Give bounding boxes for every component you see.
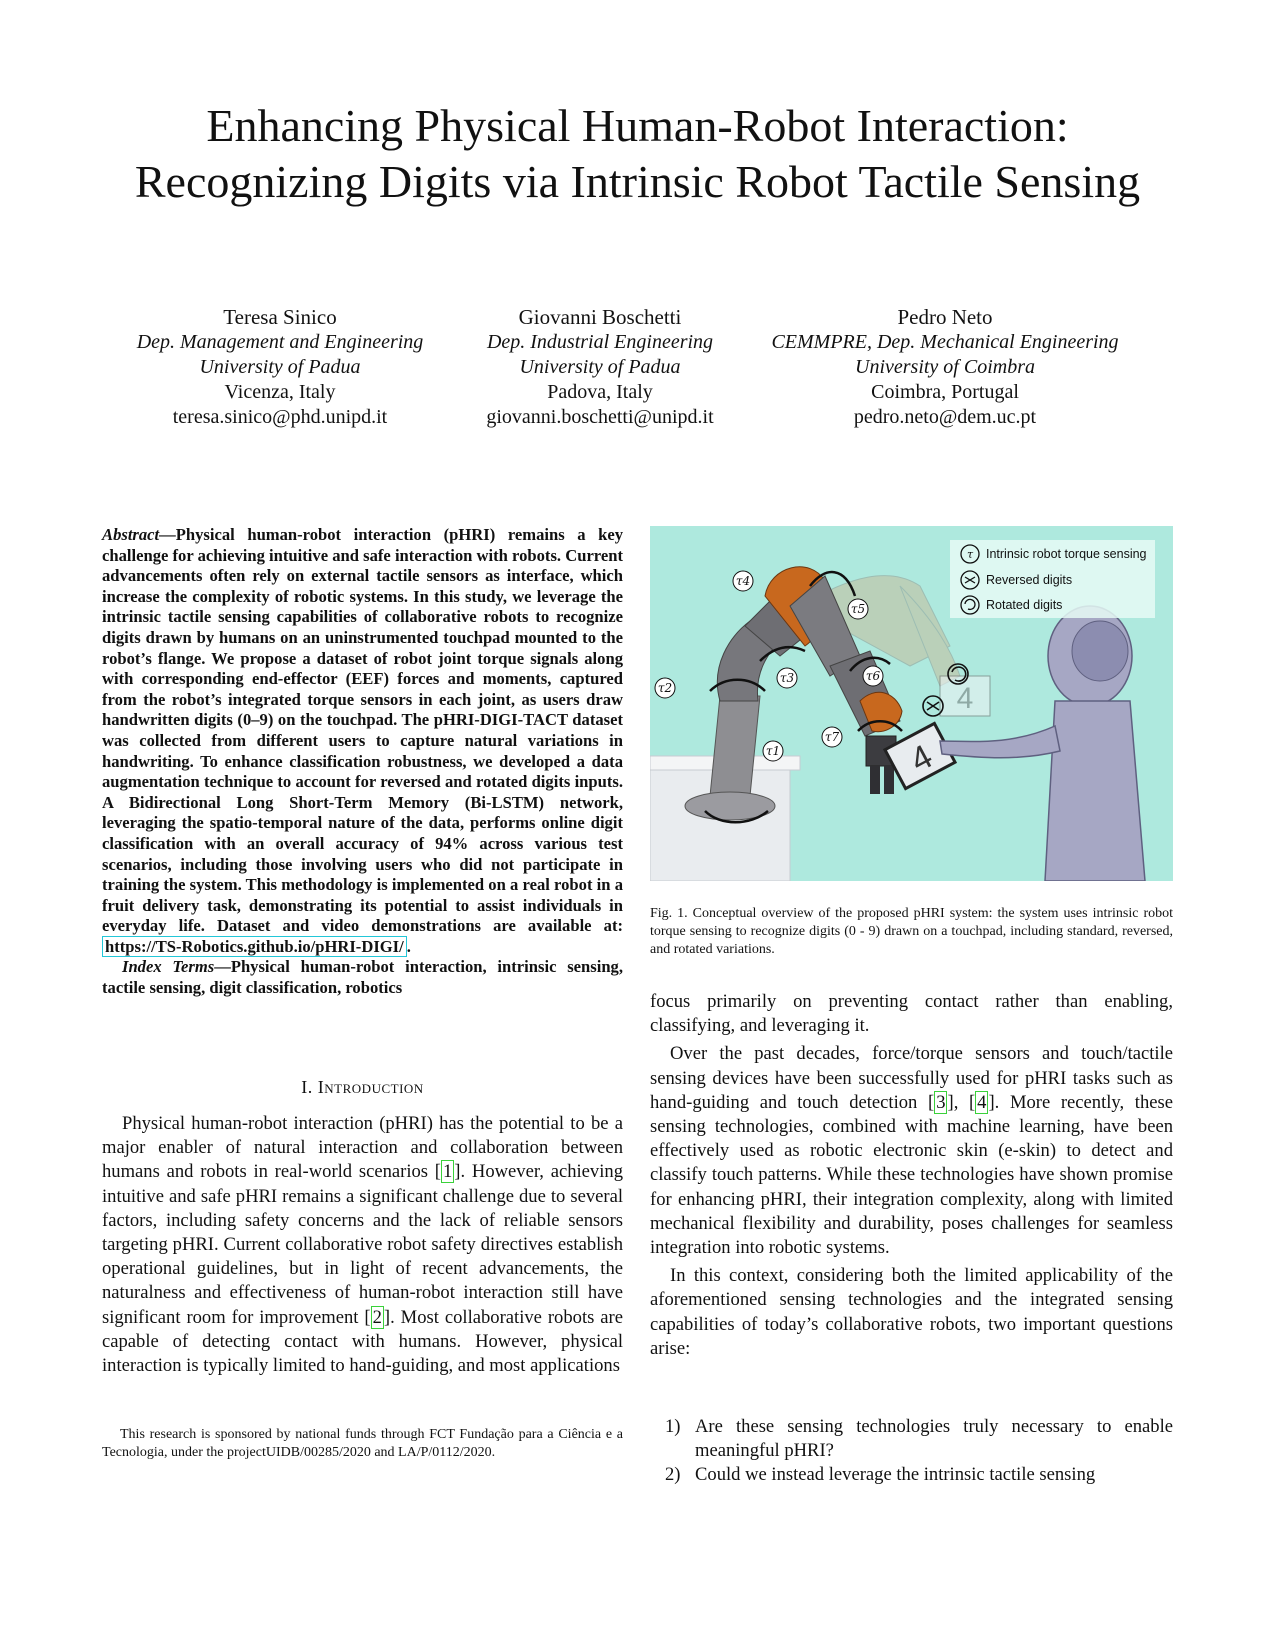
footnote bbox=[102, 1426, 623, 1462]
questions-list bbox=[665, 1415, 1173, 1488]
rotated-icon bbox=[960, 595, 980, 615]
figure-robot-illustration bbox=[650, 526, 1173, 881]
citation-link[interactable]: 3 bbox=[936, 1091, 946, 1113]
author-univ: University of Padua bbox=[519, 356, 681, 378]
joint-label-4: τ4 bbox=[735, 574, 751, 588]
intro-left-column bbox=[102, 1112, 623, 1378]
intro-paragraph-1-continued: focus primarily on preventing contact rather than enabling, classifying, and leveraging it. bbox=[650, 991, 1173, 1037]
author-email: pedro.neto@dem.uc.pt bbox=[853, 406, 1037, 428]
index-terms-dash: — bbox=[214, 957, 231, 977]
text-span: , bbox=[953, 1091, 969, 1113]
abstract-text: Physical human-robot interaction (pHRI) remains a key challenge for achieving intuitive and safe interaction with robots. Current advancements often rely on external tactile sensors as interface, which increase the complexity of robotic systems. In this study, we leverage the intrinsic tactile sensing capabilities of collaborative robots to recognize digits drawn by humans on an uninstrumented touchpad mounted to the robot’s flange. We propose a dataset of robot joint torque signals along with corresponding end-effector (EEF) forces and moments, captured from the robot’s integrated torque sensors in each joint, as users draw handwritten digits (0–9) on the touchpad. The pHRI-DIGI-TACT dataset was collected from different users to capture natural variations in handwriting. To enhance classification robustness, we developed a data augmentation technique to account for reversed and rotated digits inputs. A Bidirectional Long Short-Term Memory (Bi-LSTM) network, leveraging the spatio-temporal nature of the data, performs online digit classification with an overall accuracy of 94% across various test scenarios, including those involving users who did not participate in training the system. This methodology is implemented on a real robot in a fruit delivery task, demonstrating its potential to assist individuals in everyday life. Dataset and video demonstrations are available at: bbox=[102, 525, 623, 936]
author-location: Coimbra, Portugal bbox=[871, 381, 1019, 403]
joint-label-5: τ5 bbox=[850, 602, 866, 616]
citation-link[interactable]: 1 bbox=[443, 1161, 453, 1183]
joint-label-7: τ7 bbox=[824, 730, 840, 744]
abstract bbox=[102, 525, 623, 999]
footnote-text: This research is sponsored by national funds through FCT Fundação para a Ciência e a Tecnologia, under the projectUIDB/00285/2020 and LA/P/0112/2020. bbox=[102, 1427, 623, 1460]
joint-label-3: τ3 bbox=[779, 671, 795, 685]
list-number: 1) bbox=[665, 1416, 681, 1437]
svg-text:τ: τ bbox=[966, 548, 974, 561]
author-name: Giovanni Boschetti bbox=[518, 305, 682, 329]
joint-label-1: τ1 bbox=[765, 744, 781, 758]
list-item bbox=[665, 1415, 1173, 1463]
digit-ghost: 4 bbox=[956, 682, 974, 715]
index-terms bbox=[102, 957, 623, 998]
joint-label-2: τ2 bbox=[657, 681, 673, 695]
torque-icon bbox=[960, 544, 980, 564]
text-span: . However, achieving intuitive and safe pHRI remains a significant challenge due to several factors, including safety concerns and the lack of reliable sensors targeting pHRI. Current collaborative robot safety directives establish operational guidelines, but in light of recent advancements, the naturalness and effectiveness of human-robot interaction still have significant room for improvement bbox=[102, 1161, 623, 1328]
intro-paragraph-1: Physical human-robot interaction (pHRI) has the potential to be a major enabler of natural interaction and collaboration between humans and robots in real-world scenarios [ 1 ]. However, achieving intuitive and safe pHRI remains a significant challenge due to several factors, including safety concerns and the lack of reliable sensors targeting pHRI. Current collaborative robot safety directives establish operational guidelines, but in light of recent advancements, the naturalness and effectiveness of human-robot interaction still have significant room for improvement [ 2 ]. Most collaborative robots are capable of detecting contact with humans. However, physical interaction is typically limited to hand-guiding, and most applications bbox=[102, 1113, 623, 1377]
list-text: Are these sensing technologies truly necessary to enable meaningful pHRI? bbox=[695, 1416, 1173, 1462]
author-dept: CEMMPRE, Dep. Mechanical Engineering bbox=[771, 331, 1119, 353]
citation-link[interactable]: 2 bbox=[372, 1306, 382, 1328]
abstract-dash: — bbox=[159, 525, 176, 544]
author-univ: University of Padua bbox=[199, 356, 361, 378]
author-dept: Dep. Industrial Engineering bbox=[486, 331, 714, 353]
legend-item-rotated bbox=[960, 593, 1062, 617]
section-heading bbox=[102, 1077, 623, 1098]
dataset-link[interactable]: https://TS-Robotics.github.io/pHRI-DIGI/ bbox=[102, 936, 407, 957]
paper-title: Enhancing Physical Human-Robot Interaction: Recognizing Digits via Intrinsic Robot Tactile Sensing bbox=[134, 100, 1141, 207]
author-block-1 bbox=[110, 305, 450, 430]
figure-caption: Fig. 1. Conceptual overview of the proposed pHRI system: the system uses intrinsic robot torque sensing to recognize digits (0 - 9) drawn on a touchpad, including standard, reversed, and rotated variations. bbox=[650, 906, 1173, 957]
author-email: giovanni.boschetti@unipd.it bbox=[486, 406, 714, 428]
text-span: . More recently, these sensing technologies, combined with machine learning, have been effectively used as robotic electronic skin (e-skin) to detect and classify touch patterns. While these technologies have shown promise for enhancing pHRI, their integration complexity, along with limited mechanical flexibility and durability, poses challenges for seamless integration into robotic systems. bbox=[650, 1091, 1174, 1259]
legend-item-torque bbox=[960, 542, 1147, 566]
text-span: Over the past decades, force/torque sensors and touch/tactile sensing devices have been successfully used for pHRI tasks such as hand-guiding and touch detection bbox=[650, 1043, 1173, 1113]
author-dept: Dep. Management and Engineering bbox=[136, 331, 424, 353]
abstract-end: . bbox=[406, 936, 411, 956]
section-title: Introduction bbox=[317, 1077, 424, 1097]
intro-paragraph-2: Over the past decades, force/torque sensors and touch/tactile sensing devices have been successfully used for pHRI tasks such as hand-guiding and touch detection [ 3 ], [ 4 ]. More recently, these sensing technologies, combined with machine learning, have been effectively used as robotic electronic skin (e-skin) to detect and classify touch patterns. While these technologies have shown promise for enhancing pHRI, their integration complexity, along with limited mechanical flexibility and durability, poses challenges for seamless integration into robotic systems. bbox=[650, 1043, 1174, 1259]
list-number: 2) bbox=[665, 1464, 681, 1486]
index-terms-label: Index Terms bbox=[122, 957, 215, 977]
intro-paragraph-3: In this context, considering both the limited applicability of the aforementioned sensing technologies and the integrated sensing capabilities of today’s collaborative robots, two important questions arise: bbox=[650, 1265, 1173, 1359]
digit-on-touchpad: 4 bbox=[904, 737, 939, 780]
legend-label: Rotated digits bbox=[986, 598, 1063, 612]
author-location: Padova, Italy bbox=[547, 381, 653, 403]
author-block-3 bbox=[750, 305, 1140, 430]
list-item bbox=[665, 1463, 1173, 1487]
list-text: Could we instead leverage the intrinsic tactile sensing bbox=[695, 1464, 1096, 1486]
legend-item-reversed bbox=[960, 568, 1072, 592]
legend-label: Reversed digits bbox=[986, 573, 1073, 587]
abstract-label: Abstract bbox=[102, 525, 160, 544]
author-email: teresa.sinico@phd.unipd.it bbox=[172, 406, 388, 428]
reversed-icon bbox=[960, 570, 980, 590]
author-name: Pedro Neto bbox=[897, 305, 993, 329]
text-span: . Most collaborative robots are capable of detecting contact with humans. However, physical interaction is typically limited to hand-guiding, and most applications bbox=[102, 1306, 623, 1377]
figure-legend bbox=[950, 540, 1155, 618]
section-number: I. bbox=[301, 1077, 313, 1097]
index-terms-text: Physical human-robot interaction, intrinsic sensing, tactile sensing, digit classification, robotics bbox=[102, 957, 624, 998]
intro-right-column bbox=[650, 990, 1173, 1361]
joint-label-6: τ6 bbox=[865, 669, 881, 683]
author-name: Teresa Sinico bbox=[223, 305, 337, 329]
author-block-2 bbox=[450, 305, 750, 430]
author-location: Vicenza, Italy bbox=[224, 381, 336, 403]
citation-link[interactable]: 4 bbox=[977, 1091, 987, 1113]
legend-label: Intrinsic robot torque sensing bbox=[986, 547, 1147, 561]
author-univ: University of Coimbra bbox=[855, 356, 1035, 378]
text-span: Physical human-robot interaction (pHRI) has the potential to be a major enabler of natural interaction and collaboration between humans and robots in real-world scenarios bbox=[102, 1113, 623, 1183]
